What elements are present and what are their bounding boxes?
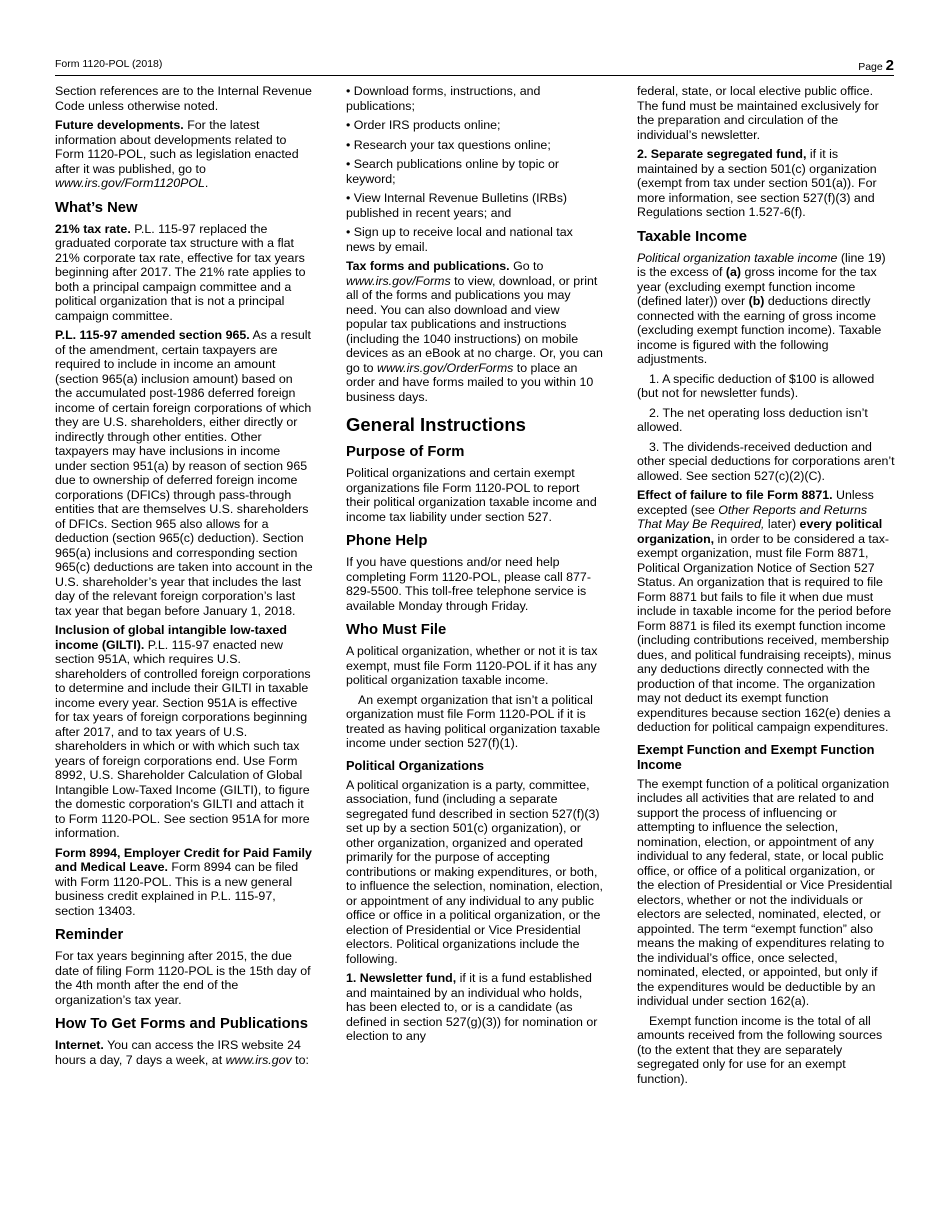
failure-to-file-bold: every political organization, [637,517,883,546]
future-developments [55,118,313,191]
heading-reminder: Reminder [55,927,124,943]
bullet-item: • View Internal Revenue Bulletins (IRBs) published in recent years; and [346,191,568,220]
political-organizations-body: A political organization is a party, committee, association, fund (including a separate segregated fund described in section 527(f)(3) set up by a section 501(c) organization), or other organization, organized and operated primarily for the purpose of accepting contributions or making expenditures, or both, to influence the selection, nomination, election, or appointment of any individual to any public office or office in a political organization, or the election of Presidential or Vice Presidential electors. Political organizations include the following. [346,777,603,966]
newsletter-fund-continued: federal, state, or local elective public office. The fund must be maintained exclusively for the preparation and circulation of the individual’s newsletter. [637,84,879,142]
section-965-paragraph [55,328,313,618]
internet-body: You can access the IRS website 24 hours a day, 7 days a week, at [55,1038,301,1067]
tax-forms-body-3: to place an order and have forms mailed to you within 10 business days. [346,360,594,404]
section-965-lead: P.L. 115-97 amended section 965. [55,328,250,342]
newsletter-fund-body: if it is a fund established and maintained by an individual who holds, has been elected to, or is a candidate (as defined in section 527(g)(3)) for nomination or election to any [346,971,598,1043]
adjustment-3: 3. The dividends-received deduction and other special deductions for corporations aren’t allowed. See section 527(c)(2)(C). [637,439,895,483]
column-middle [346,84,604,1049]
bullet-item: • Search publications online by topic or keyword; [346,157,560,186]
page-header [55,57,894,73]
failure-to-file-body-3: in order to be considered a tax-exempt organization, must file Form 8871, Political Organization Notice of Section 527 Status. An organization that is required to file Form 8871 but fails to file it when due must include in taxable income for the period before Form 8871 is filed its exempt function income (including contributions received, membership dues, and political fundraising receipts), minus any deductions directly connected with the production of that income. The organization may not deduct its exempt function expenditures because section 162(e) denies a deduction for political campaign expenditures. [637,531,892,734]
failure-to-file-ref: Other Reports and Returns That May Be Required, [637,502,868,531]
heading-purpose-of-form: Purpose of Form [346,444,465,460]
form-8994-paragraph [55,846,313,919]
phone-body: If you have questions and/or need help completing Form 1120-POL, please call 877-829-5500. This toll-free telephone service is available Monday through Friday. [346,555,591,613]
internet-paragraph [55,1038,313,1067]
heading-whats-new: What’s New [55,199,138,216]
tax-forms-body-1: Go to [509,259,544,273]
heading-exempt-function: Exempt Function and Exempt Function Income [637,741,875,772]
who-must-file-p2: An exempt organization that isn’t a political organization must file Form 1120-POL if it is treated as having political organization taxable income under section 527(f)(1). [346,692,601,750]
adjustment-2: 2. The net operating loss deduction isn’t allowed. [637,405,868,434]
internet-lead: Internet. [55,1038,104,1052]
column-left [55,84,313,1072]
form-label: Form 1120-POL (2018) [55,58,163,70]
taxable-income-paragraph [637,251,895,367]
bullet-item: • Order IRS products online; [346,118,501,132]
heading-taxable-income: Taxable Income [637,228,747,245]
tax-forms-paragraph [346,259,604,404]
tax-forms-body-2: to view, download, or print all of the forms and publications you may need. You can also download and view popular tax publications and instructions (including the 1040 instructions) on mobile devices as an eBook at no charge. Or, you can go to [346,273,603,375]
future-developments-link[interactable]: www.irs.gov/Form1120POL [55,176,205,190]
ssf-lead: 2. Separate segregated fund, [637,147,807,161]
gilti-body: P.L. 115-97 enacted new section 951A, which requires U.S. shareholders of controlled foreign corporations to determine and include their GILTI in taxable income every year. Section 951A is effective for tax years of foreign corporations beginning after 2017, and to tax years of U.S. shareholders in which or with which such tax years of foreign corporations end. Use Form 8992, U.S. Shareholder Calculation of Global Intangible Low-Taxed Income (GILTI), to figure the domestic corporation's GILTI and attach it to Form 1120-POL. See section 951A for more information. [55,637,311,840]
taxable-income-body-1: (line 19) is the excess of [637,250,886,279]
future-developments-end: . [204,176,209,190]
page-number: 2 [885,57,894,74]
internet-end: to: [291,1052,309,1067]
future-developments-body: For the latest information about developments related to Form 1120-POL, such as legislation enacted after it was published, go to [55,118,299,176]
separate-segregated-fund-paragraph [637,147,895,220]
tax-rate-paragraph [55,222,313,324]
irs-order-forms-link[interactable]: www.irs.gov/OrderForms [377,360,514,375]
column-right [637,84,895,1091]
references-note: Section references are to the Internal Revenue Code unless otherwise noted. [55,84,312,113]
failure-to-file-lead: Effect of failure to file Form 8871. [637,488,833,502]
exempt-function-p1: The exempt function of a political organization includes all activities that are related to and support the process of influencing or attempting to influence the selection, nomination, election, or appointment of any individual to any federal, state, or local public office, or office of a political organization, or the election of Presidential or Vice Presidential electors, whether or not the individuals or electors are selected, nominated, elected, or appointed. The term “exempt function” also means the making of expenditures relating to the individual’s office, once selected, nominated, elected, or appointed, but only if the expenditures would be deductible by an individual under section 162(a). [637,776,893,1008]
newsletter-fund-lead: 1. Newsletter fund, [346,971,457,985]
irs-website-link[interactable]: www.irs.gov [225,1052,292,1067]
bullet-item: • Download forms, instructions, and publications; [346,84,541,113]
page-prefix: Page [858,61,883,73]
bullet-item: • Sign up to receive local and national tax news by email. [346,225,573,254]
who-must-file-p1: A political organization, whether or not it is tax exempt, must file Form 1120-POL if it has any political organization taxable income. [346,644,598,687]
failure-to-file-body-2: later) [764,517,800,531]
purpose-body: Political organizations and certain exempt organizations file Form 1120-POL to report their political organization taxable income and income tax liability under section 527. [346,466,597,524]
heading-phone-help: Phone Help [346,533,428,549]
header-rule [55,75,894,76]
taxable-income-body-3: deductions directly connected with the earning of gross income (excluding exempt function income). Taxable income is figured with the following adjustments. [637,294,882,366]
future-developments-lead: Future developments. [55,118,184,132]
irs-forms-link[interactable]: www.irs.gov/Forms [346,273,451,288]
newsletter-fund-paragraph [346,971,604,1044]
adjustment-1: 1. A specific deduction of $100 is allowed (but not for newsletter funds). [637,371,875,400]
heading-political-organizations: Political Organizations [346,757,484,773]
heading-how-to-get-forms: How To Get Forms and Publications [55,1016,308,1032]
ssf-body: if it is maintained by a section 501(c) organization (exempt from tax under section 501(a)). For more information, see section 527(f)(3) and Regulations section 1.527-6(f). [637,147,877,219]
section-965-body: As a result of the amendment, certain taxpayers are required to include in income an amount (section 965(a) inclusion amount) based on the accumulated post-1986 deferred foreign income of certain foreign corporations of which they are U.S. shareholders, either directly or indirectly through other entities. Other taxpayers may have inclusions in income under section 951(a) by reason of section 965 due to ownership of deferred foreign income corporations (DFICs) through pass-through entities that are themselves U.S. shareholders of DFICs. Section 965 also allows for a deduction (section 965(c) deduction). Section 965(a) inclusions and corresponding section 965(c) deductions are taken into account in the U.S. shareholder’s year that includes the last day of the relevant foreign corporation’s last tax year that began before January 1, 2018. [55,328,313,618]
heading-general-instructions: General Instructions [346,414,526,435]
gilti-paragraph [55,623,313,841]
form-8994-body: Form 8994 can be filed with Form 1120-POL. This is a new general business credit explained in P.L. 115-97, section 13403. [55,860,299,918]
form-8994-lead: Form 8994, Employer Credit for Paid Family and Medical Leave. [55,845,312,874]
tax-forms-lead: Tax forms and publications. [346,259,510,273]
taxable-income-term: Political organization taxable income [637,250,838,265]
heading-who-must-file: Who Must File [346,622,447,638]
failure-to-file-paragraph [637,488,895,735]
taxable-income-b: (b) [748,294,765,308]
page-number-label [858,57,894,74]
failure-to-file-body-1: Unless excepted (see [637,488,874,517]
taxable-income-body-2: gross income for the tax year (excluding exempt function income (defined later)) over [637,265,877,308]
tax-rate-body: P.L. 115-97 replaced the graduated corporate tax structure with a flat 21% corporate tax rate, effective for tax years beginning after 2017. The 21% rate applies to both a principal campaign committee and a political organization that is not a principal campaign committee. [55,221,306,323]
bullet-item: • Research your tax questions online; [346,137,551,152]
gilti-lead: Inclusion of global intangible low-taxed income (GILTI). [55,623,287,652]
exempt-function-p2: Exempt function income is the total of all amounts received from the following sources (to the extent that they are separately segregated only for use for an exempt function). [637,1013,883,1086]
reminder-body: For tax years beginning after 2015, the due date of filing Form 1120-POL is the 15th day of the 4th month after the end of the organization’s tax year. [55,949,311,1007]
taxable-income-a: (a) [725,265,741,279]
tax-rate-lead: 21% tax rate. [55,221,131,236]
